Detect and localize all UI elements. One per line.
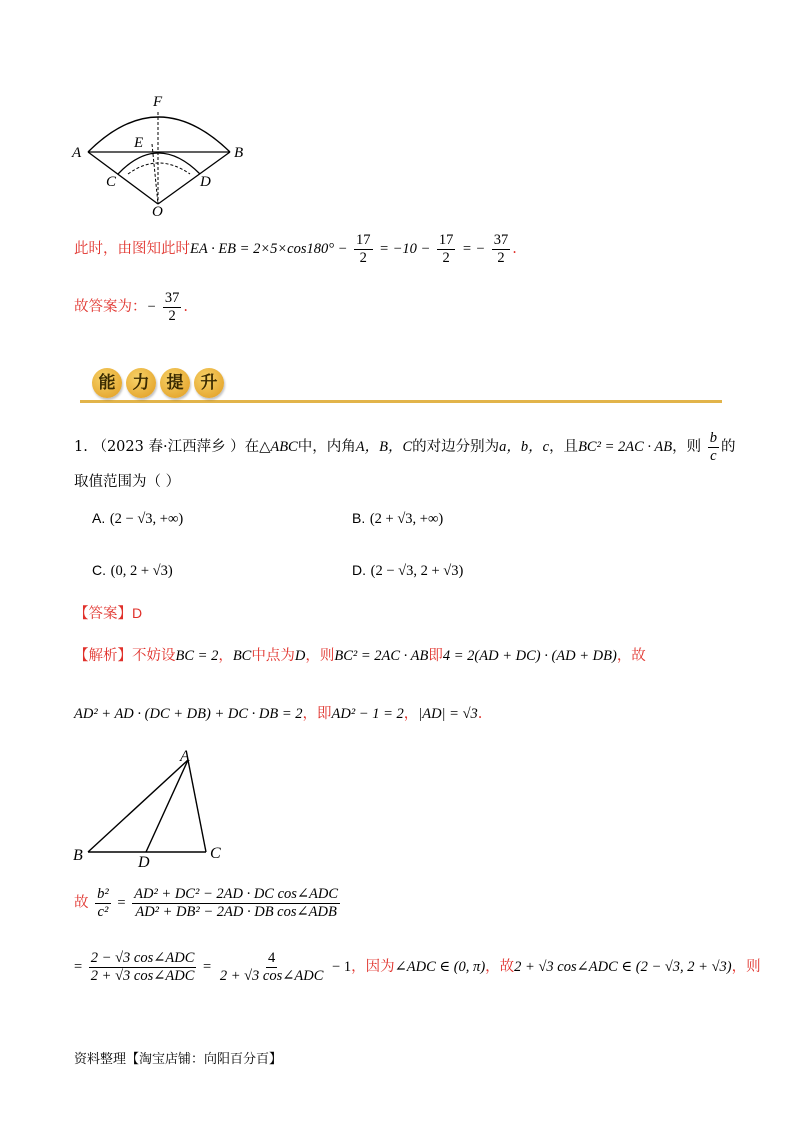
question-1-line-1: 1. （2023 春·江西萍乡 ）在△ABC中，内角A，B，C的对边分别为a，b，c，且BC² = 2AC · AB，则 $\frac{b}{c}$ 的: [74, 430, 736, 464]
label-B: B: [234, 145, 244, 161]
section-banner: [80, 368, 722, 404]
question-number: 1.: [74, 439, 88, 456]
option-d-label: D.: [352, 562, 366, 578]
sector-figure: [70, 92, 260, 217]
frac-final-2: $\frac{4}{\text{2 + √3 cos∠ADC}}$: [219, 950, 324, 984]
banner-char-2: 力: [126, 368, 156, 398]
answer-tag: 【答案】: [74, 606, 132, 622]
label-C: C: [106, 174, 117, 190]
banner-rule: [80, 400, 722, 403]
footer-credit: 资料整理【淘宝店铺：向阳百分百】: [74, 1052, 283, 1067]
analysis-line-2: AD² + AD · (DC + DB) + DC · DB = 2，即AD² − 1 = 2，|AD| = √3.: [74, 706, 483, 722]
tri-label-A: A: [180, 748, 190, 765]
frac-final-1: $\frac{\text{2 − √3 cos∠ADC}}{\text{2 + √3 cos∠ADC}}$: [90, 950, 195, 984]
previous-answer: 故答案为：− $\frac{37}{2}$ .: [74, 290, 189, 324]
label-D: D: [200, 174, 211, 190]
question-source: （2023 春·江西萍乡 ）在: [92, 439, 260, 456]
frac-17-2-b: $\frac{17}{2}$: [438, 232, 454, 266]
frac-37-2: $\frac{37}{2}$: [493, 232, 509, 266]
question-condition: BC² = 2AC · AB: [578, 439, 673, 456]
result-prefix: 此时，由图知此时: [74, 241, 190, 258]
tri-label-B: B: [73, 847, 83, 864]
label-E: E: [134, 135, 144, 151]
triangle-figure: [70, 748, 240, 870]
analysis-tag: 【解析】: [74, 648, 132, 664]
ratio-prefix: 故: [74, 895, 89, 912]
frac-17-2-a: $\frac{17}{2}$: [356, 232, 371, 266]
result-expr2: = −10 −: [379, 241, 431, 258]
result-line: 此时，由图知此时EA · EB = 2×5×cos180° − $\frac{17}{2}$ = −10 − $\frac{17}{2}$ = − $\frac{37}{2}$ .: [74, 232, 517, 266]
banner-char-4: 升: [194, 368, 224, 398]
previous-answer-prefix: 故答案为：: [74, 299, 147, 316]
label-F: F: [153, 94, 163, 110]
frac-b-c: $\frac{b}{c}$: [709, 430, 717, 464]
option-b-value: (2 + √3, +∞): [369, 511, 444, 527]
banner-char-1: 能: [92, 368, 122, 398]
frac-b2-c2: $\frac{\text{b²}}{\text{c²}}$: [97, 886, 109, 920]
result-expr3: = −: [461, 241, 486, 258]
answer-line: [74, 605, 142, 623]
banner-char-3: 提: [160, 368, 190, 398]
option-b: [352, 510, 443, 528]
option-c: [92, 562, 173, 580]
question-1-line-2: 取值范围为（ ）: [74, 474, 181, 490]
answer-value: D: [132, 605, 143, 621]
option-a-label: A.: [92, 510, 106, 526]
frac-cosine-law: $\frac{\text{AD² + DC² − 2AD · DC cos∠ADC}}{\text{AD² + DB² − 2AD · DB cos∠ADB}}$: [134, 886, 339, 920]
analysis-line-1: 【解析】不妨设BC = 2，BC中点为D，则BC² = 2AC · AB即4 = 2(AD + DC) · (AD + DB)，故: [74, 648, 646, 664]
frac-37-2-answer: $\frac{37}{2}$: [164, 290, 180, 324]
tri-label-C: C: [210, 845, 221, 862]
option-d-value: (2 − √3, 2 + √3): [370, 563, 464, 579]
tri-label-D: D: [138, 854, 150, 870]
option-b-label: B.: [352, 510, 366, 526]
final-line: = $\frac{\text{2 − √3 cos∠ADC}}{\text{2 + √3 cos∠ADC}}$ = $\frac{4}{\text{2 + √3 cos∠ADC}}$ − 1，因为∠ADC ∈ (0, π)，故2 + √3 cos∠ADC ∈ (2 − √3, 2 + √3)，则: [74, 950, 761, 984]
option-c-label: C.: [92, 562, 106, 578]
label-O: O: [152, 204, 163, 217]
label-A: A: [72, 145, 82, 161]
option-d: [352, 562, 463, 580]
option-a: [92, 510, 183, 528]
ratio-line: 故 $\frac{\text{b²}}{\text{c²}}$ = $\frac{\text{AD² + DC² − 2AD · DC cos∠ADC}}{\text{AD² + DB² − 2AD · DB cos∠ADB}}$: [74, 886, 339, 920]
option-c-value: (0, 2 + √3): [110, 563, 173, 579]
option-a-value: (2 − √3, +∞): [109, 511, 184, 527]
result-expr1: EA · EB = 2×5×cos180° −: [190, 241, 348, 258]
